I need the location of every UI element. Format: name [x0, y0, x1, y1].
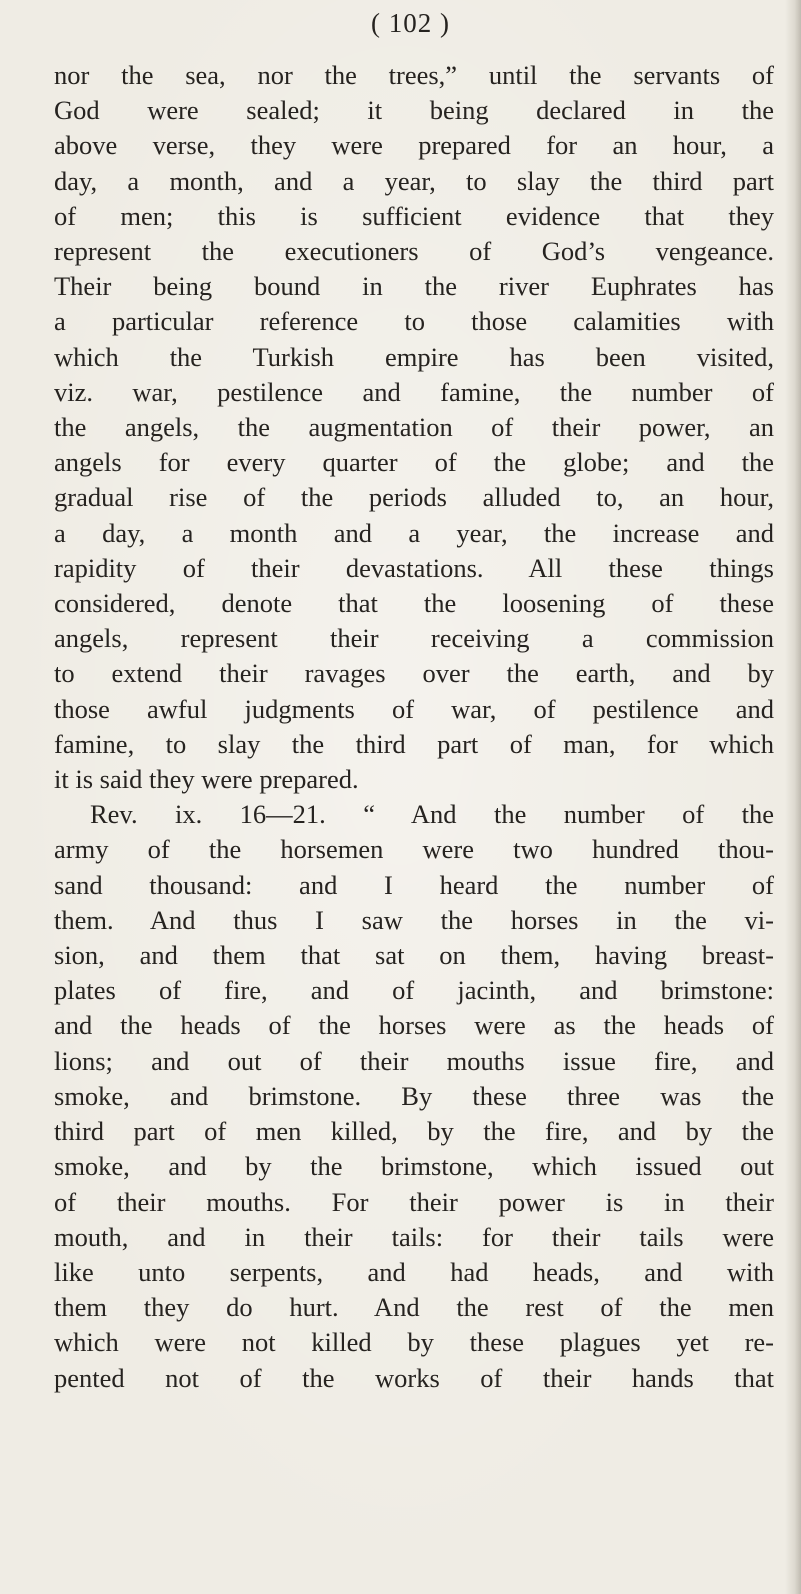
- text-line-paragraph-end: it is said they were prepared.: [54, 764, 359, 795]
- text-line: nor the sea, nor the trees,” until the servants of: [54, 60, 774, 90]
- text-line: of men; this is sufficient evidence that they: [54, 200, 774, 231]
- text-line: sand thousand: and I heard the number of: [54, 869, 774, 900]
- text-line: angels, represent their receiving a commission: [54, 623, 774, 654]
- text-line: third part of men killed, by the fire, and by the: [54, 1116, 774, 1147]
- text-line: pented not of the works of their hands that: [54, 1362, 774, 1393]
- text-line: those awful judgments of war, of pestilence and: [54, 693, 774, 724]
- text-line: and the heads of the horses were as the heads of: [54, 1010, 774, 1041]
- text-line: smoke, and brimstone. By these three was the: [54, 1080, 774, 1111]
- text-line: God were sealed; it being declared in the: [54, 95, 774, 126]
- text-line: them they do hurt. And the rest of the men: [54, 1292, 774, 1323]
- text-line: represent the executioners of God’s vengeance.: [54, 236, 774, 267]
- text-line: the angels, the augmentation of their power, an: [54, 412, 774, 443]
- text-line: them. And thus I saw the horses in the vi-: [54, 904, 774, 935]
- text-line: viz. war, pestilence and famine, the number of: [54, 376, 774, 407]
- text-line: of their mouths. For their power is in their: [54, 1186, 774, 1217]
- text-line: smoke, and by the brimstone, which issued out: [54, 1151, 774, 1182]
- text-line: mouth, and in their tails: for their tails were: [54, 1221, 774, 1252]
- text-line-paragraph-start: Rev. ix. 16—21. “ And the number of the: [90, 799, 774, 830]
- text-line: a day, a month and a year, the increase and: [54, 517, 774, 548]
- text-line: to extend their ravages over the earth, and by: [54, 658, 774, 689]
- text-line: army of the horsemen were two hundred thou-: [54, 834, 774, 865]
- page-edge-shadow: [785, 0, 801, 1594]
- text-line: like unto serpents, and had heads, and with: [54, 1256, 774, 1287]
- text-line: which were not killed by these plagues yet re-: [54, 1327, 774, 1358]
- text-line: day, a month, and a year, to slay the third part: [54, 165, 774, 196]
- text-line: gradual rise of the periods alluded to, an hour,: [54, 482, 774, 513]
- text-line: angels for every quarter of the globe; and the: [54, 447, 774, 478]
- text-line: a particular reference to those calamities with: [54, 306, 774, 337]
- text-line: considered, denote that the loosening of these: [54, 588, 774, 619]
- text-line: plates of fire, and of jacinth, and brimstone:: [54, 975, 774, 1006]
- text-line: famine, to slay the third part of man, for which: [54, 728, 774, 759]
- text-line: above verse, they were prepared for an hour, a: [54, 130, 774, 161]
- page-body-text: [54, 58, 774, 1396]
- text-line: rapidity of their devastations. All these things: [54, 552, 774, 583]
- text-line: lions; and out of their mouths issue fire, and: [54, 1045, 774, 1076]
- text-line: sion, and them that sat on them, having breast-: [54, 940, 774, 971]
- text-line: which the Turkish empire has been visited,: [54, 341, 774, 372]
- text-line: Their being bound in the river Euphrates has: [54, 271, 774, 302]
- page-number: ( 102 ): [371, 8, 450, 38]
